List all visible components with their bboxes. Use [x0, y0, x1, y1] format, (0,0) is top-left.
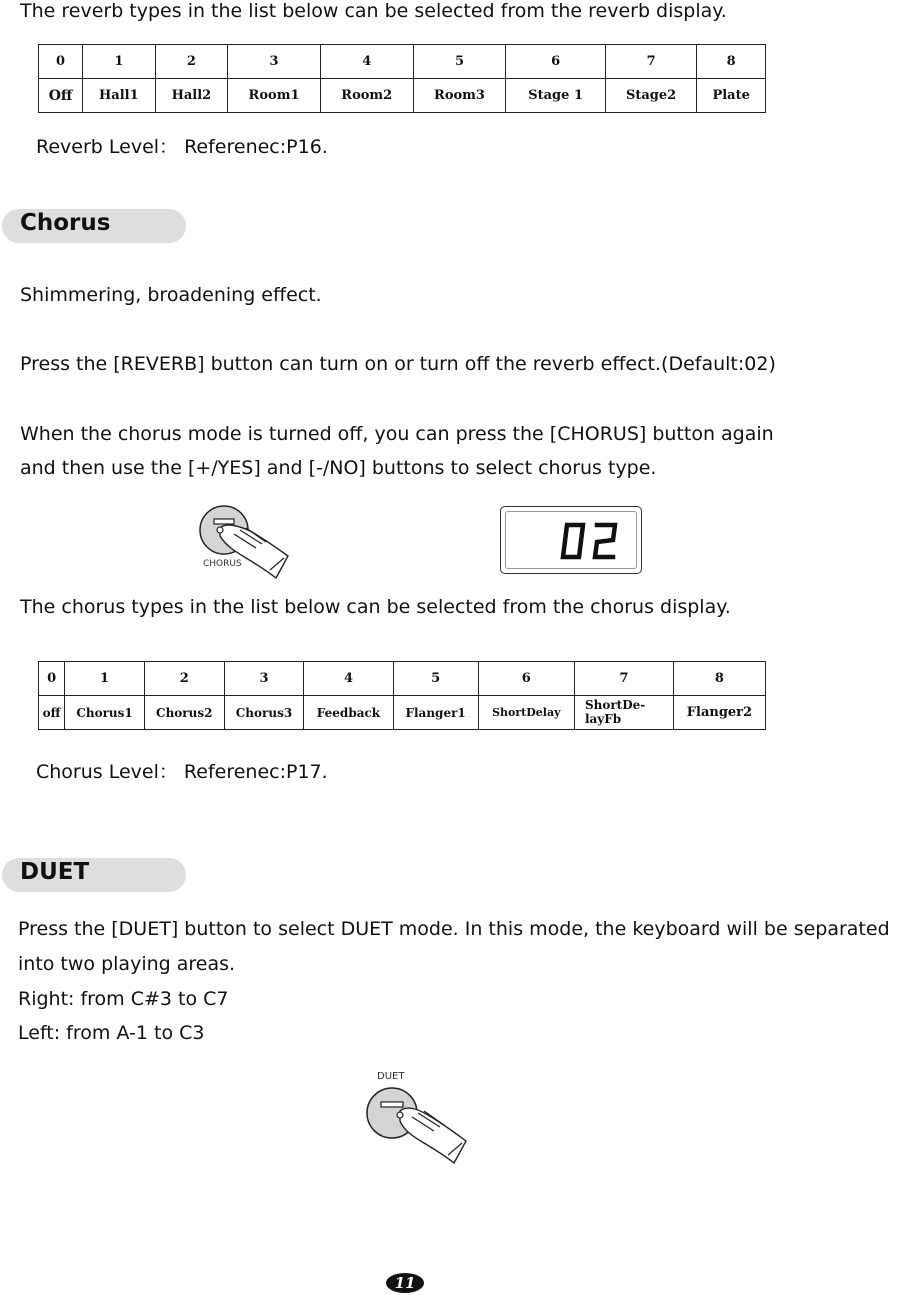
chorus-paragraph-2-line-1: When the chorus mode is turned off, you can press the [CHORUS] button again	[20, 423, 774, 445]
chorus-paragraph-1: Press the [REVERB] button can turn on or turn off the reverb effect.(Default:02)	[20, 353, 776, 375]
table-cell: Hall1	[83, 79, 156, 113]
chorus-type-table	[38, 661, 766, 730]
table-cell: Stage2	[605, 79, 696, 113]
duet-button-caption: DUET	[377, 1071, 405, 1082]
table-cell: off	[39, 696, 65, 730]
table-row	[39, 79, 766, 113]
section-title: DUET	[20, 859, 90, 885]
table-cell: 0	[39, 45, 83, 79]
table-cell: 7	[605, 45, 696, 79]
chorus-level: Chorus Level： Referenec:P17.	[36, 761, 328, 783]
chorus-description: Shimmering, broadening effect.	[20, 284, 322, 306]
table-cell: 4	[304, 662, 393, 696]
duet-paragraph-line-2: into two playing areas.	[18, 953, 236, 975]
table-cell: 3	[224, 662, 304, 696]
table-cell: ShortDelay	[478, 696, 574, 730]
duet-paragraph-line-1: Press the [DUET] button to select DUET mode. In this mode, the keyboard will be separated	[18, 918, 890, 940]
table-cell: Room1	[228, 79, 321, 113]
table-cell: Plate	[697, 79, 766, 113]
table-cell: Feedback	[304, 696, 393, 730]
table-cell: Off	[39, 79, 83, 113]
table-cell: Room3	[413, 79, 506, 113]
table-cell: 4	[320, 45, 413, 79]
table-cell: 8	[697, 45, 766, 79]
table-cell: Flanger2	[673, 696, 765, 730]
chorus-section-header	[2, 209, 186, 243]
chorus-button-caption: CHORUS	[203, 559, 242, 569]
duet-left-range: Left: from A-1 to C3	[18, 1022, 205, 1044]
chorus-button-press-icon	[196, 500, 296, 582]
table-cell: 3	[228, 45, 321, 79]
table-cell: 1	[83, 45, 156, 79]
chorus-intro: The chorus types in the list below can be selected from the chorus display.	[20, 596, 731, 618]
lcd-display	[500, 506, 642, 574]
table-row	[39, 45, 766, 79]
duet-section-header	[2, 858, 186, 892]
table-cell: 0	[39, 662, 65, 696]
duet-button-press-icon	[362, 1083, 474, 1167]
table-row	[39, 696, 766, 730]
table-cell: 8	[673, 662, 765, 696]
table-cell: Chorus1	[65, 696, 145, 730]
table-cell: Chorus2	[144, 696, 224, 730]
section-title: Chorus	[20, 210, 111, 236]
table-cell: Hall2	[155, 79, 228, 113]
reverb-type-table	[38, 44, 766, 113]
table-cell: 7	[574, 662, 673, 696]
table-cell: Chorus3	[224, 696, 304, 730]
table-cell: Stage 1	[506, 79, 606, 113]
table-cell: 6	[506, 45, 606, 79]
table-cell: ShortDe- layFb	[574, 696, 673, 730]
reverb-intro: The reverb types in the list below can be selected from the reverb display.	[20, 0, 727, 22]
reverb-level: Reverb Level： Referenec:P16.	[36, 136, 328, 158]
table-cell: 2	[155, 45, 228, 79]
table-cell: 6	[478, 662, 574, 696]
table-cell: 5	[393, 662, 478, 696]
table-cell: 5	[413, 45, 506, 79]
table-cell: 2	[144, 662, 224, 696]
duet-right-range: Right: from C#3 to C7	[18, 988, 229, 1010]
lcd-digits	[501, 507, 641, 573]
table-row	[39, 662, 766, 696]
table-cell: Room2	[320, 79, 413, 113]
table-cell: 1	[65, 662, 145, 696]
chorus-paragraph-2-line-2: and then use the [+/YES] and [-/NO] buttons to select chorus type.	[20, 457, 657, 479]
page-number: 11	[386, 1273, 424, 1293]
table-cell: Flanger1	[393, 696, 478, 730]
